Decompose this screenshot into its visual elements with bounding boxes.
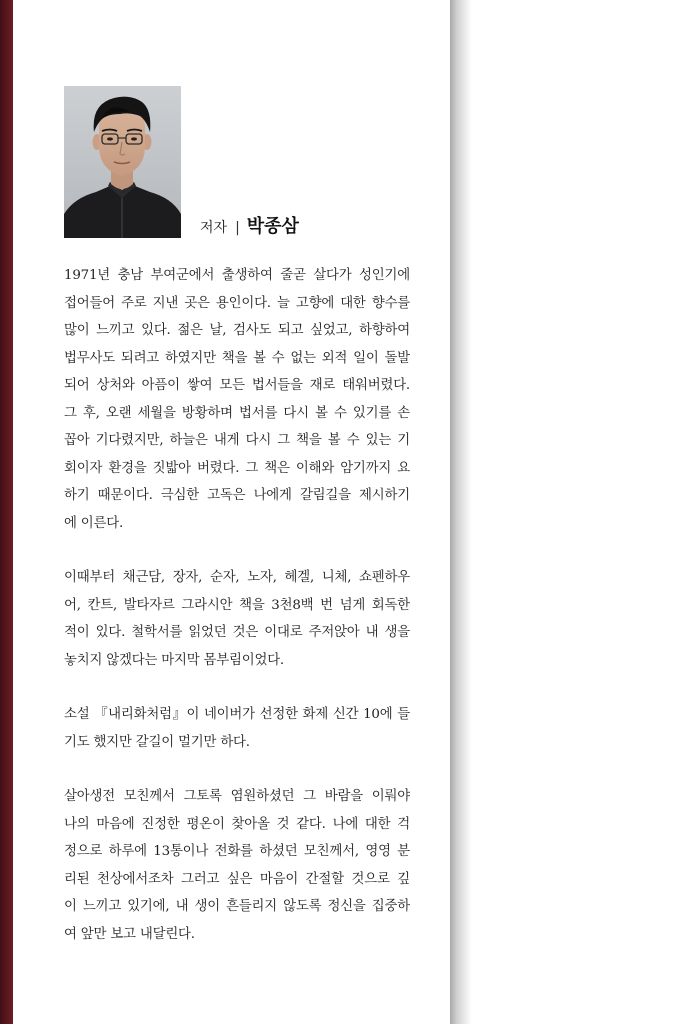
author-credit (200, 212, 299, 240)
bio-line: 법무사도 되려고 하였지만 책을 볼 수 없는 외적 일이 돌발 (64, 350, 410, 366)
page-gutter-shadow (450, 0, 472, 1024)
bio-line: 꼽아 기다렸지만, 하늘은 내게 다시 그 책을 볼 수 있는 기 (64, 433, 410, 448)
bio-line: 소설 『내리화처럼』이 네이버가 선정한 화제 신간 10에 들 (64, 707, 410, 722)
bio-line: 정으로 하루에 13통이나 전화를 하셨던 모친께서, 영영 분 (64, 844, 410, 859)
bio-paragraph (64, 262, 410, 537)
bio-line: 이때부터 채근담, 장자, 순자, 노자, 헤겔, 니체, 쇼펜하우 (64, 570, 410, 585)
bio-line: 리된 천상에서조차 그러고 싶은 마음이 간절할 것으로 깊 (64, 871, 410, 887)
bio-line: 많이 느끼고 있다. 젊은 날, 검사도 되고 싶었고, 하향하여 (64, 323, 410, 338)
bio-line: 하기 때문이다. 극심한 고독은 나에게 갈림길을 제시하기 (64, 488, 410, 503)
bio-paragraph (64, 564, 410, 674)
author-biography (64, 262, 410, 948)
bio-line: 나의 마음에 진정한 평온이 찾아올 것 같다. 나에 대한 걱 (64, 816, 410, 832)
bio-line: 어, 칸트, 발타자르 그라시안 책을 3천8백 번 넘게 회독한 (64, 597, 410, 613)
bio-line: 1971년 충남 부여군에서 출생하여 줄곧 살다가 성인기에 (64, 268, 410, 283)
author-name: 박종삼 (246, 216, 299, 237)
bio-line: 그 후, 오랜 세월을 방황하며 법서를 다시 볼 수 있기를 손 (64, 405, 410, 421)
bio-line: 살아생전 모친께서 그토록 염원하셨던 그 바람을 이뤄야 (64, 789, 410, 804)
bio-line: 기도 했지만 갈길이 멀기만 하다. (64, 734, 250, 750)
bio-line: 되어 상처와 아픔이 쌓여 모든 법서들을 재로 태워버렸다. (64, 378, 410, 393)
bio-paragraph (64, 701, 410, 756)
bio-line: 여 앞만 보고 내달린다. (64, 926, 195, 942)
book-spine-edge (0, 0, 13, 1024)
author-separator: | (235, 220, 240, 236)
bio-line: 이 느끼고 있기에, 내 생이 흔들리지 않도록 정신을 집중하 (64, 899, 410, 914)
bio-paragraph (64, 783, 410, 948)
bio-line: 적이 있다. 철학서를 읽었던 것은 이대로 주저앉아 내 생을 (64, 625, 410, 640)
bio-line: 에 이른다. (64, 515, 124, 531)
bio-line: 회이자 환경을 짓밟아 버렸다. 그 책은 이해와 암기까지 요 (64, 460, 410, 476)
bio-line: 접어들어 주로 지낸 곳은 용인이다. 늘 고향에 대한 향수를 (64, 295, 410, 311)
author-photo (64, 86, 181, 238)
bio-line: 놓치지 않겠다는 마지막 몸부림이었다. (64, 652, 284, 668)
author-role-label: 저자 (200, 220, 228, 236)
